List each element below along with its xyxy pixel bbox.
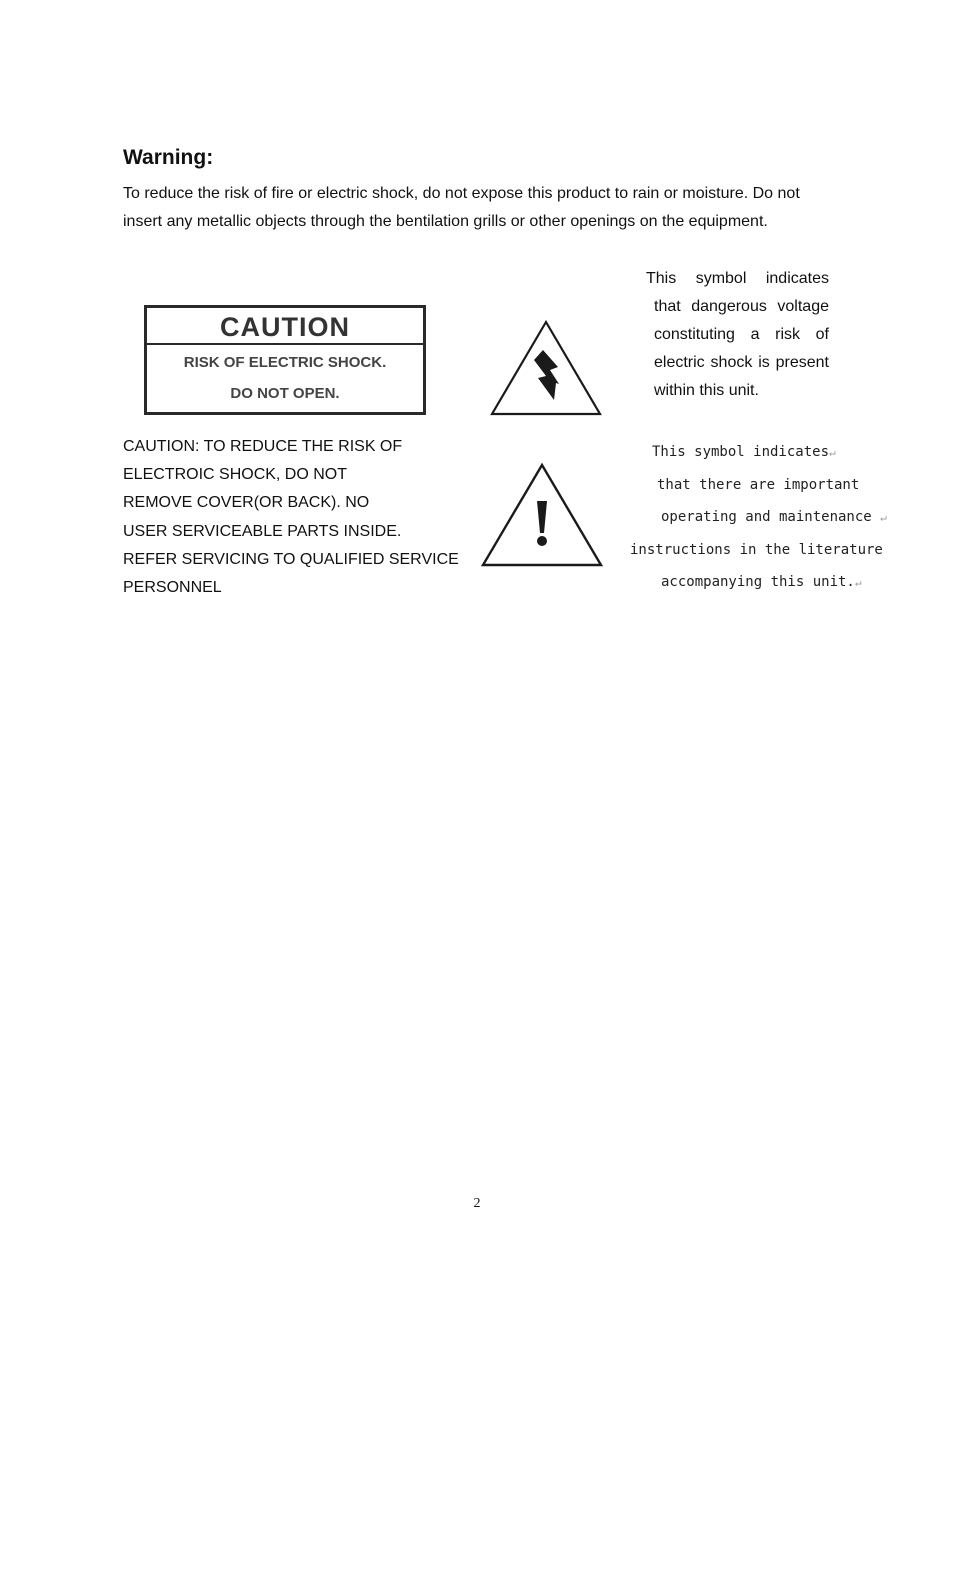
caution-text-line: REMOVE COVER(OR BACK). NO xyxy=(123,494,370,512)
description-line: This symbol indicates xyxy=(646,270,829,287)
caution-label-divider xyxy=(147,343,423,345)
caution-label-line-2: DO NOT OPEN. xyxy=(230,385,340,402)
return-mark: ↵ xyxy=(829,446,836,459)
description-line: that dangerous voltage xyxy=(654,298,829,315)
lightning-triangle-icon xyxy=(490,320,602,416)
caution-text-line: USER SERVICEABLE PARTS INSIDE. xyxy=(123,522,402,540)
caution-text-line: CAUTION: TO REDUCE THE RISK OF xyxy=(123,438,403,455)
caution-text-line: PERSONNEL xyxy=(123,579,222,597)
exclamation-triangle-icon xyxy=(481,463,603,567)
caution-text-line: ELECTROIC SHOCK, DO NOT xyxy=(123,466,348,484)
warning-heading: Warning: xyxy=(123,146,214,169)
description-line: electric shock is present xyxy=(654,354,829,371)
page-number: 2 xyxy=(473,1196,481,1211)
return-mark: ↵ xyxy=(880,511,887,524)
description-line: instructions in the literature xyxy=(630,542,883,558)
caution-label-line-1: RISK OF ELECTRIC SHOCK. xyxy=(183,354,387,371)
description-line: This symbol indicates xyxy=(652,444,830,460)
description-line: accompanying this unit. xyxy=(661,574,855,590)
instruction-symbol-description xyxy=(625,436,895,599)
caution-text-line: REFER SERVICING TO QUALIFIED SERVICE xyxy=(123,550,459,568)
description-line: constituting a risk of xyxy=(654,326,829,343)
warning-text: To reduce the risk of fire or electric shock, do not expose this product to rain or moisture. Do not insert any metallic objects through the bentilation grills or other openings on the equipment. xyxy=(123,185,800,230)
description-line: that there are important xyxy=(657,477,860,493)
return-mark: ↵ xyxy=(854,576,862,589)
caution-text-block xyxy=(123,433,473,602)
caution-label-title: CAUTION xyxy=(220,312,350,342)
voltage-symbol-description xyxy=(646,265,829,405)
description-line: operating and maintenance xyxy=(661,509,872,525)
description-line: within this unit. xyxy=(654,382,759,399)
caution-label xyxy=(144,305,426,415)
